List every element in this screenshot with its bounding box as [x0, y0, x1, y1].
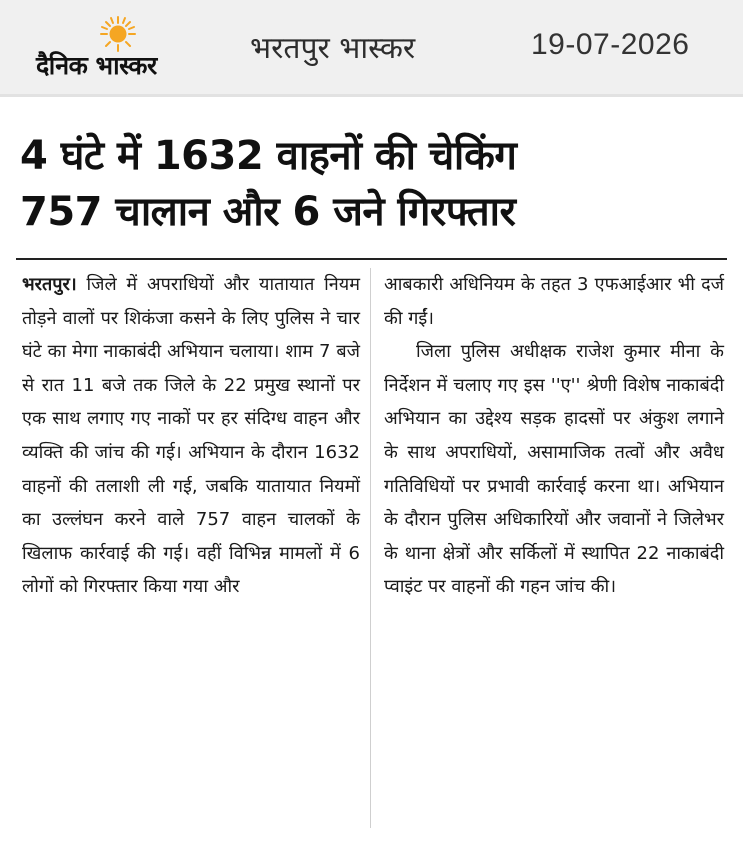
- article-column-left: [22, 268, 360, 604]
- headline: [20, 128, 725, 240]
- article-paragraph: आबकारी अधिनियम के तहत 3 एफआईआर भी दर्ज की गईं।: [384, 274, 724, 329]
- sun-icon: [100, 16, 136, 52]
- column-divider: [370, 268, 371, 828]
- article-column-right: [384, 268, 724, 604]
- article-paragraph: जिला पुलिस अधीक्षक राजेश कुमार मीना के निर्देशन में चलाए गए इस ''ए'' श्रेणी विशेष नाकाबंदी अभियान का उद्देश्य सड़क हादसों पर अंकुश लगाने के साथ अपराधियों, असामाजिक तत्वों और अवैध गतिविधियों पर प्रभावी कार्रवाई करना था। अभियान के दौरान पुलिस अधिकारियों और जवानों ने जिलेभर के थाना क्षेत्रों और सर्किलों में स्थापित 22 नाकाबंदी प्वाइंट पर वाहनों की गहन जांच की।: [384, 341, 724, 598]
- logo-text: दैनिक भास्कर: [36, 51, 157, 80]
- headline-line-1: 4 घंटे में 1632 वाहनों की चेकिंग: [20, 133, 517, 179]
- article-paragraph: [22, 268, 360, 604]
- newspaper-logo: [36, 14, 206, 80]
- publication-date: 19-07-2026: [531, 28, 690, 61]
- dateline: भरतपुर।: [22, 274, 77, 295]
- headline-line-2: 757 चालान और 6 जने गिरफ्तार: [20, 189, 516, 235]
- masthead: [0, 0, 743, 97]
- edition-name: भरतपुर भास्कर: [250, 31, 416, 66]
- headline-divider: [16, 258, 727, 260]
- paragraph-text: जिले में अपराधियों और यातायात नियम तोड़ने वालों पर शिकंजा कसने के लिए पुलिस ने चार घंटे का मेगा नाकाबंदी अभियान चलाया। शाम 7 बजे से रात 11 बजे तक जिले के 22 प्रमुख स्थानों पर एक साथ लगाए गए नाकों पर हर संदिग्ध वाहन और व्यक्ति की जांच की गई। अभियान के दौरान 1632 वाहनों की तलाशी ली गई, जबकि यातायात नियमों का उल्लंघन करने वाले 757 वाहन चालकों के खिलाफ कार्रवाई की गई। वहीं विभिन्न मामलों में 6 लोगों को गिरफ्तार किया गया और: [22, 274, 360, 598]
